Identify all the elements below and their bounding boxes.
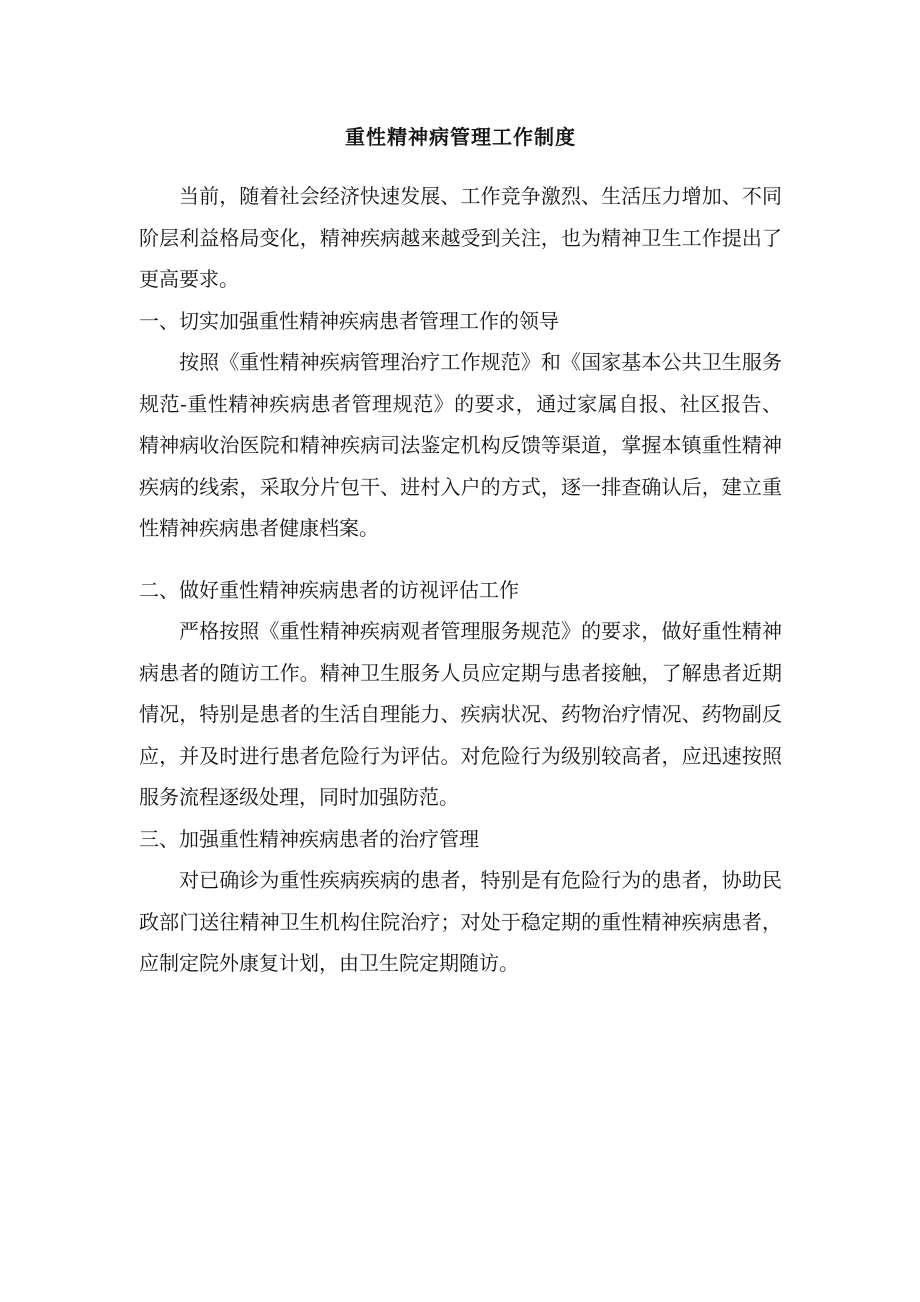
section-heading-3: 三、加强重性精神疾病患者的治疗管理 xyxy=(139,826,479,851)
section-body-3: 对已确诊为重性疾病疾病的患者，特别是有危险行为的患者，协助民政部门送往精神卫生机构住院治疗；对处于稳定期的重性精神疾病患者，应制定院外康复计划，由卫生院定期随访。 xyxy=(139,868,782,975)
section-body-2: 严格按照《重性精神疾病观者管理服务规范》的要求，做好重性精神病患者的随访工作。精神卫生服务人员应定期与患者接触，了解患者近期情况，特别是患者的生活自理能力、疾病状况、药物治疗情况、药物副反应，并及时进行患者危险行为评估。对危险行为级别较高者，应迅速按照服务流程逐级处理，同时加强防范。 xyxy=(139,619,782,809)
document-title: 重性精神病管理工作制度 xyxy=(345,125,576,149)
document-body xyxy=(139,122,782,985)
section-heading-1: 一、切实加强重性精神疾病患者管理工作的领导 xyxy=(139,308,559,333)
section-body-1: 按照《重性精神疾病管理治疗工作规范》和《国家基本公共卫生服务规范-重性精神疾病患者管理规范》的要求，通过家属自报、社区报告、精神病收治医院和精神疾病司法鉴定机构反馈等渠道，掌握本镇重性精神疾病的线索，采取分片包干、进村入户的方式，逐一排查确认后，建立重性精神疾病患者健康档案。 xyxy=(139,350,782,540)
section-heading-2: 二、做好重性精神疾病患者的访视评估工作 xyxy=(139,577,519,602)
intro-paragraph: 当前，随着社会经济快速发展、工作竞争激烈、生活压力增加、不同阶层利益格局变化，精神疾病越来越受到关注，也为精神卫生工作提出了更高要求。 xyxy=(139,184,782,291)
